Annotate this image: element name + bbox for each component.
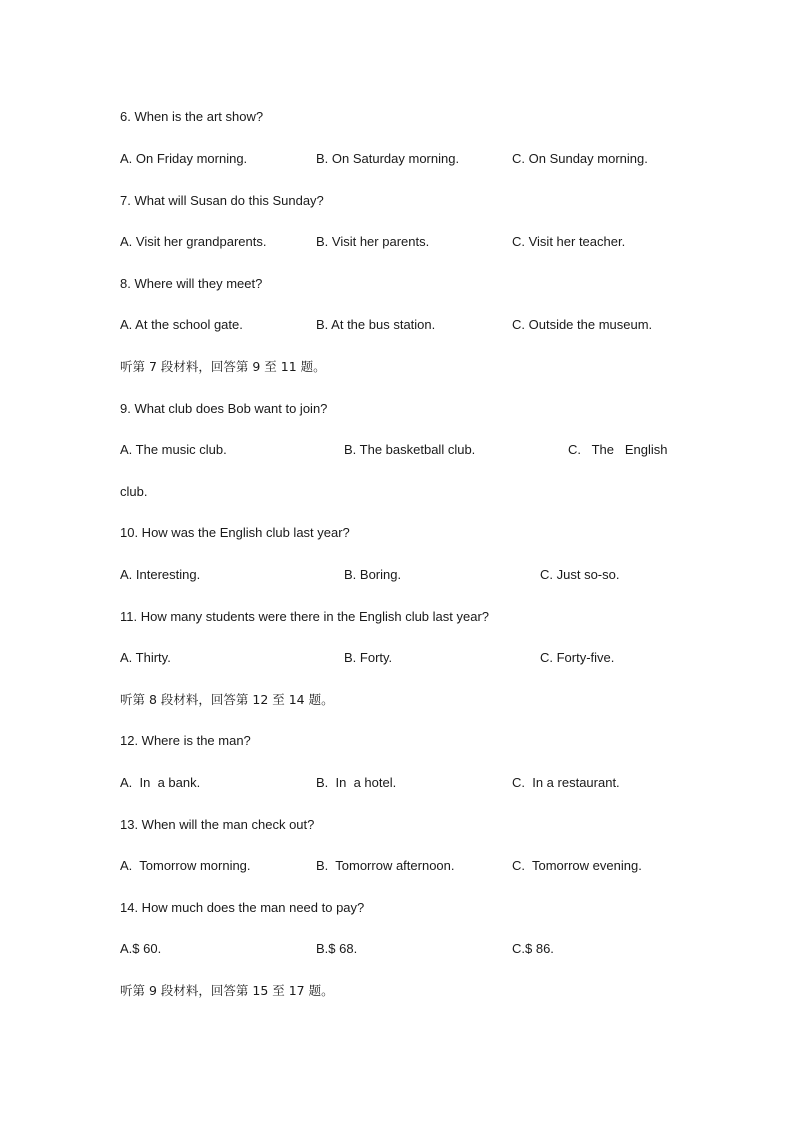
q8-option-b: B. At the bus station.	[316, 317, 436, 332]
question-8: 8. Where will they meet?	[120, 276, 263, 291]
question-7: 7. What will Susan do this Sunday?	[120, 193, 324, 208]
question-13: 13. When will the man check out?	[120, 817, 315, 832]
q9-option-a: A. The music club.	[120, 442, 227, 457]
q9-option-b: B. The basketball club.	[344, 442, 476, 457]
q13-option-c: C. Tomorrow evening.	[512, 858, 642, 873]
q9-option-c: C. The English	[568, 442, 668, 457]
section-8-instruction: 听第 8 段材料，回答第 12 至 14 题。	[120, 692, 334, 707]
q10-option-c: C. Just so-so.	[540, 567, 620, 582]
q6-option-c: C. On Sunday morning.	[512, 151, 648, 166]
q13-option-b: B. Tomorrow afternoon.	[316, 858, 455, 873]
question-9: 9. What club does Bob want to join?	[120, 401, 328, 416]
q7-option-a: A. Visit her grandparents.	[120, 234, 267, 249]
q11-option-c: C. Forty-five.	[540, 650, 615, 665]
q8-option-c: C. Outside the museum.	[512, 317, 653, 332]
section-7-instruction: 听第 7 段材料，回答第 9 至 11 题。	[120, 359, 326, 374]
q7-option-c: C. Visit her teacher.	[512, 234, 626, 249]
q6-option-b: B. On Saturday morning.	[316, 151, 460, 166]
question-10: 10. How was the English club last year?	[120, 525, 350, 540]
q11-option-a: A. Thirty.	[120, 650, 171, 665]
q10-option-a: A. Interesting.	[120, 567, 201, 582]
q9-option-c-continued: club.	[120, 484, 148, 499]
q11-option-b: B. Forty.	[344, 650, 393, 665]
q14-option-b: B.$ 68.	[316, 941, 358, 956]
q12-option-a: A. In a bank.	[120, 775, 201, 790]
q7-option-b: B. Visit her parents.	[316, 234, 430, 249]
q14-option-a: A.$ 60.	[120, 941, 162, 956]
q12-option-b: B. In a hotel.	[316, 775, 397, 790]
q10-option-b: B. Boring.	[344, 567, 402, 582]
section-9-instruction: 听第 9 段材料，回答第 15 至 17 题。	[120, 983, 334, 998]
q12-option-c: C. In a restaurant.	[512, 775, 620, 790]
q8-option-a: A. At the school gate.	[120, 317, 243, 332]
question-11: 11. How many students were there in the English club last year?	[120, 609, 490, 624]
q6-option-a: A. On Friday morning.	[120, 151, 248, 166]
question-14: 14. How much does the man need to pay?	[120, 900, 365, 915]
q14-option-c: C.$ 86.	[512, 941, 554, 956]
q13-option-a: A. Tomorrow morning.	[120, 858, 251, 873]
question-6: 6. When is the art show?	[120, 109, 264, 124]
question-12: 12. Where is the man?	[120, 733, 251, 748]
